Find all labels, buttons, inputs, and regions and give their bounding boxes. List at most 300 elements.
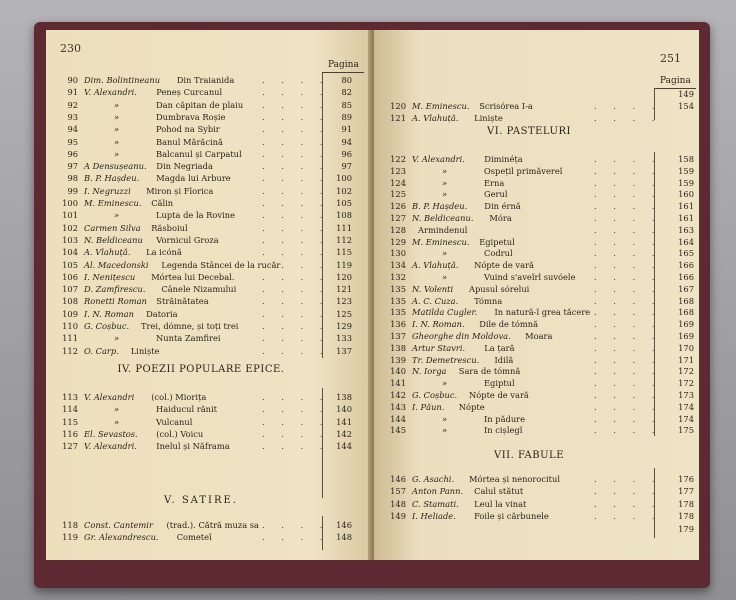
- entry-page: 80: [341, 75, 352, 85]
- list-item: [52, 247, 364, 258]
- entry-page: 141: [336, 416, 352, 427]
- list-item: [380, 378, 692, 389]
- entry-number: 149: [390, 510, 406, 521]
- leader-dots: . . . .: [262, 321, 330, 331]
- entry-number: 148: [390, 498, 406, 509]
- leader-dots: . . . .: [594, 177, 662, 188]
- entry-title: Gerul: [484, 189, 508, 200]
- leader-dots: . . . .: [262, 173, 330, 184]
- entry-author: A. C. Cuza.: [412, 295, 459, 306]
- entry-number: 123: [390, 165, 406, 176]
- entry-title: Dan căpitan de plaiu: [156, 99, 244, 110]
- entry-author: »: [114, 111, 120, 122]
- entry-title: Vulcanul: [156, 416, 193, 427]
- entry-author: N. Volenti: [412, 283, 454, 294]
- entry-author: »: [442, 177, 448, 188]
- leader-dots: . . . .: [262, 87, 330, 98]
- entry-title: Călin: [151, 198, 174, 208]
- entry-title: Egipetul: [479, 236, 515, 247]
- list-item: [52, 321, 364, 332]
- leader-dots: . . . .: [594, 390, 662, 400]
- entry-page: 178: [678, 510, 694, 521]
- entry-page: 105: [336, 198, 352, 208]
- leader-dots: . . . .: [262, 308, 330, 319]
- list-item: [380, 486, 692, 497]
- entry-title: Lupta de la Rovine: [156, 210, 236, 221]
- entry-author: V. Alexandri.: [412, 154, 465, 164]
- list-item: [380, 474, 692, 485]
- list-item: [52, 100, 364, 111]
- section-title: IV. POEZII POPULARE EPICE.: [117, 364, 285, 375]
- leader-dots: . . . .: [262, 198, 330, 208]
- page-value: 149: [678, 89, 694, 99]
- entry-page: 91: [341, 124, 352, 135]
- leader-dots: . . . .: [594, 498, 662, 509]
- leader-dots: . . . .: [594, 213, 662, 223]
- entry-title: Mórtea lui Decebal.: [151, 271, 235, 282]
- leader-dots: . . . .: [594, 113, 662, 124]
- list-item: [52, 404, 364, 415]
- entry-page: 178: [678, 498, 694, 509]
- entry-page: 154: [678, 101, 694, 111]
- entry-author: »: [114, 416, 120, 427]
- leader-dots: . . . .: [594, 295, 662, 306]
- list-item: [52, 441, 364, 452]
- leader-dots: . . . .: [262, 416, 330, 427]
- entry-page: 121: [336, 284, 352, 295]
- entry-number: 90: [67, 75, 78, 85]
- entry-page: 82: [341, 87, 352, 98]
- list-item: [380, 355, 692, 366]
- leader-dots: . . . .: [594, 236, 662, 247]
- entry-number: 121: [390, 113, 406, 124]
- entry-page: 148: [336, 532, 352, 543]
- entry-number: 146: [390, 474, 406, 484]
- leader-dots: . . . .: [262, 222, 330, 233]
- list-item: [380, 178, 692, 189]
- entry-number: 135: [390, 283, 406, 294]
- entry-page: 173: [678, 390, 694, 400]
- leader-dots: . . . .: [594, 342, 662, 353]
- entry-title: Scrisórea I-a: [479, 101, 533, 111]
- entry-page: 140: [336, 404, 352, 415]
- entry-number: 140: [390, 366, 406, 377]
- entry-number: 135: [390, 295, 406, 306]
- entry-title: Codrul: [484, 248, 513, 259]
- entry-page: 172: [678, 366, 694, 377]
- entry-author: M. Eminescu.: [412, 236, 470, 247]
- leader-dots: . . . .: [594, 510, 662, 521]
- list-item: [380, 284, 692, 295]
- entry-author: O. Carp.: [84, 345, 119, 356]
- entry-number: 100: [62, 198, 78, 208]
- entry-author: El. Sevastos.: [84, 428, 138, 439]
- list-item: [52, 417, 364, 428]
- list-item: [380, 213, 692, 224]
- column-header: Pagina: [328, 60, 359, 70]
- entry-number: 145: [390, 425, 406, 436]
- list-item: [380, 402, 692, 413]
- entry-author: G. Asachi.: [412, 474, 455, 484]
- leader-dots: . . . .: [262, 271, 330, 282]
- entry-number: 110: [62, 321, 78, 331]
- list-item: [380, 390, 692, 401]
- list-item: [52, 309, 364, 320]
- entry-page: 123: [336, 296, 352, 307]
- entry-author: B. P. Hașdeu.: [84, 173, 140, 184]
- section-title: V. SATIRE.: [164, 495, 238, 506]
- entry-number: 112: [62, 345, 78, 356]
- entry-title: Nunta Zamfirei: [156, 333, 221, 344]
- leader-dots: . . . .: [262, 345, 330, 356]
- entry-page: 158: [678, 154, 694, 164]
- entry-title: Nópte: [458, 401, 485, 412]
- entry-page: 115: [336, 247, 352, 258]
- entry-page: 167: [678, 283, 694, 294]
- list-item: [52, 161, 364, 172]
- entry-number: 96: [67, 148, 78, 159]
- list-item: [380, 189, 692, 200]
- entry-title: Calul stătut: [474, 486, 524, 497]
- entry-title: Egiptul: [484, 378, 515, 389]
- entry-author: A. Vlahuță.: [412, 260, 459, 271]
- leader-dots: . . . .: [594, 366, 662, 377]
- entry-number: 91: [67, 87, 78, 98]
- list-item: [52, 284, 364, 295]
- entry-title: Vornicul Groza: [156, 234, 219, 245]
- list-item: [52, 186, 364, 197]
- entry-author: Const. Cantemir: [84, 520, 153, 530]
- list-item: [52, 173, 364, 184]
- entry-author: Dim. Bolintineanu: [84, 75, 161, 85]
- entry-title: Banul Mărăcină: [156, 136, 223, 147]
- section-title: VII. FABULE: [494, 450, 564, 461]
- entry-page: 159: [678, 177, 694, 188]
- entry-title: Foile și cărbunele: [474, 510, 549, 521]
- leader-dots: . . . .: [262, 124, 330, 135]
- entry-title: Dile de tómnă: [479, 319, 539, 330]
- entry-author: I. Negruzzi: [84, 185, 131, 196]
- list-item: [52, 346, 364, 357]
- entry-title: Străinătatea: [156, 296, 209, 307]
- entry-number: 119: [62, 532, 78, 543]
- entry-author: B. P. Hașdeu.: [412, 201, 468, 212]
- entry-title: Erna: [484, 177, 505, 188]
- entry-author: »: [442, 413, 448, 424]
- entry-author: V. Alexandri.: [84, 87, 137, 98]
- list-item: [52, 223, 364, 234]
- entry-author: I. N. Roman.: [412, 319, 465, 330]
- entry-page: 137: [336, 345, 352, 356]
- entry-number: 93: [67, 111, 78, 122]
- list-item: [52, 75, 364, 86]
- list-item: [380, 366, 692, 377]
- entry-page: 171: [678, 354, 694, 365]
- leader-dots: . . . .: [594, 378, 662, 389]
- entry-author: G. Coșbuc.: [412, 390, 458, 400]
- entry-author: »: [442, 189, 448, 200]
- entry-page: 97: [341, 161, 352, 172]
- entry-title: Tómna: [474, 295, 503, 306]
- leader-dots: . . . .: [262, 210, 330, 221]
- leader-dots: . . . .: [262, 148, 330, 159]
- entry-number: 157: [390, 486, 406, 497]
- entry-title: Miron și Florica: [146, 185, 214, 196]
- list-item: [52, 210, 364, 221]
- list-item: [380, 499, 692, 510]
- leader-dots: . . . .: [262, 75, 330, 85]
- entry-author: »: [114, 210, 120, 221]
- entry-number: 114: [62, 404, 78, 415]
- entry-author: A Densușeanu.: [84, 161, 147, 172]
- list-item: [380, 272, 692, 283]
- entry-title: Idilă: [494, 354, 514, 365]
- entry-author: »: [442, 378, 448, 389]
- header-rule: [322, 72, 364, 73]
- entry-author: Anton Pann.: [412, 486, 464, 497]
- leader-dots: . . . .: [594, 154, 662, 164]
- entry-author: Gheorghe din Moldova.: [412, 331, 511, 341]
- page-value: 179: [678, 524, 694, 534]
- entry-title: Apusul sórelui: [469, 283, 530, 294]
- entry-title: Mórtea și nenorocitul: [469, 474, 561, 484]
- list-item: [52, 392, 364, 403]
- entry-page: 125: [336, 308, 352, 319]
- entry-page: 170: [678, 342, 694, 353]
- entry-number: 109: [62, 308, 78, 319]
- leader-dots: . . . .: [594, 319, 662, 330]
- entry-number: 107: [62, 284, 78, 295]
- entry-title: Datoria: [146, 308, 178, 319]
- entry-number: 94: [67, 124, 78, 135]
- entry-title: Trei, dómne, și toți trei: [141, 321, 239, 331]
- list-item: [52, 260, 364, 271]
- section-title: VI. PASTELURI: [487, 126, 571, 137]
- leader-dots: . . . .: [594, 401, 662, 412]
- entry-title: Vuind s'aveĭrl suvóele: [484, 272, 576, 282]
- leader-dots: . . . .: [594, 474, 662, 484]
- entry-number: 118: [62, 520, 78, 530]
- entry-page: 96: [341, 148, 352, 159]
- entry-title: La țară: [484, 342, 515, 353]
- entry-number: 126: [390, 201, 406, 212]
- list-item: [380, 414, 692, 425]
- leader-dots: . . . .: [594, 272, 662, 282]
- entry-title: Ospețil primăvereĭ: [484, 165, 563, 176]
- entry-author: »: [114, 404, 120, 415]
- entry-number: 95: [67, 136, 78, 147]
- leader-dots: . . . .: [262, 392, 330, 402]
- list-item: [380, 511, 692, 522]
- leader-dots: . . . .: [594, 425, 662, 436]
- entry-page: 176: [678, 474, 694, 484]
- list-item: [380, 248, 692, 259]
- entry-author: »: [442, 425, 448, 436]
- entry-title: Diminéța: [484, 154, 523, 164]
- entry-title: Peneș Curcanul: [156, 87, 223, 98]
- entry-title: Nópte de vară: [469, 390, 529, 400]
- entry-number: 136: [390, 319, 406, 330]
- entry-title: La icónă: [146, 247, 182, 258]
- entry-number: 101: [62, 210, 78, 221]
- list-item: [52, 296, 364, 307]
- leader-dots: . . . .: [594, 486, 662, 497]
- entry-author: I. Păun.: [412, 401, 445, 412]
- entry-number: 105: [62, 259, 78, 270]
- list-item: [52, 87, 364, 98]
- entry-number: 142: [390, 390, 406, 400]
- entry-title: Dumbrava Roșie: [156, 111, 226, 122]
- list-item: [52, 429, 364, 440]
- entry-author: Carmen Silva: [84, 222, 141, 233]
- entry-number: 129: [390, 236, 406, 247]
- entry-page: 164: [678, 236, 694, 247]
- entry-page: 102: [336, 185, 352, 196]
- entry-title: Moara: [525, 331, 553, 341]
- entry-title: Cânele Nizamului: [161, 284, 237, 295]
- leader-dots: . . . .: [262, 259, 330, 270]
- entry-page: 119: [336, 259, 352, 270]
- entry-author: Al. Macedonski: [84, 259, 149, 270]
- entry-page: 142: [336, 428, 352, 439]
- entry-author: Artur Stavri.: [412, 342, 466, 353]
- list-item: [380, 343, 692, 354]
- list-item: [380, 225, 692, 236]
- entry-author: A. Vlahuță.: [412, 113, 459, 124]
- page-number: 230: [60, 42, 81, 55]
- entry-number: 144: [390, 413, 406, 424]
- entry-author: C. Stamati.: [412, 498, 459, 509]
- leader-dots: . . . .: [262, 428, 330, 439]
- entry-title: Răsboiul: [151, 222, 188, 233]
- entry-page: 94: [341, 136, 352, 147]
- entry-number: 111: [62, 333, 78, 344]
- entry-number: 102: [62, 222, 78, 233]
- list-item: [380, 101, 692, 112]
- list-item: [52, 149, 364, 160]
- entry-author: »: [442, 165, 448, 176]
- entry-title: Pohod na Sybir: [156, 124, 220, 135]
- entry-number: 134: [390, 260, 406, 271]
- list-item: [52, 124, 364, 135]
- list-item: [52, 112, 364, 123]
- entry-number: 108: [62, 296, 78, 307]
- entry-title: Liniște: [474, 113, 503, 124]
- entry-number: 137: [390, 331, 406, 341]
- leader-dots: . . . .: [594, 260, 662, 271]
- entry-number: 143: [390, 401, 406, 412]
- list-item: [380, 260, 692, 271]
- entry-page: 168: [678, 307, 694, 318]
- entry-page: 169: [678, 331, 694, 341]
- entry-page: 133: [336, 333, 352, 344]
- leader-dots: . . . .: [594, 354, 662, 365]
- leader-dots: . . . .: [262, 441, 330, 452]
- entry-number: 125: [390, 189, 406, 200]
- list-item: [52, 137, 364, 148]
- list-item: [52, 333, 364, 344]
- entry-author: »: [114, 99, 120, 110]
- entry-page: 160: [678, 189, 694, 200]
- leader-dots: . . . .: [594, 224, 662, 235]
- list-item: [380, 166, 692, 177]
- entry-author: N. Iorga: [412, 366, 447, 377]
- entry-title: Nópte de vară: [474, 260, 534, 271]
- entry-page: 174: [678, 413, 694, 424]
- leader-dots: . . . .: [262, 404, 330, 415]
- entry-title: Liniște: [130, 345, 160, 356]
- entry-title: Inelul și Năframa: [156, 441, 230, 452]
- left-page: [46, 30, 372, 560]
- column-header: Pagina: [660, 76, 691, 86]
- entry-page: 175: [678, 425, 694, 436]
- entry-number: 128: [390, 224, 406, 235]
- entry-page: 165: [678, 248, 694, 259]
- entry-page: 146: [336, 520, 352, 530]
- leader-dots: . . . .: [262, 161, 330, 172]
- entry-author: A. Vlahuță.: [84, 247, 131, 258]
- entry-title: Sara de tómnă: [458, 366, 521, 377]
- entry-page: 168: [678, 295, 694, 306]
- entry-number: 141: [390, 378, 406, 389]
- leader-dots: . . . .: [594, 413, 662, 424]
- entry-author: I. Heliade.: [412, 510, 456, 521]
- entry-page: 138: [336, 392, 352, 402]
- entry-title: (trad.). Cătră muza sa: [166, 520, 259, 530]
- list-item: [380, 319, 692, 330]
- page-number: 251: [660, 52, 681, 65]
- list-item: [380, 331, 692, 342]
- entry-number: 127: [390, 213, 406, 223]
- leader-dots: . . . .: [262, 234, 330, 245]
- entry-number: 127: [62, 441, 78, 452]
- entry-page: 120: [336, 271, 352, 282]
- list-item: [380, 296, 692, 307]
- entry-title: Cometeĭ: [176, 532, 212, 543]
- entry-number: 92: [67, 99, 78, 110]
- leader-dots: . . . .: [262, 99, 330, 110]
- entry-title: Haiducul rănit: [156, 404, 218, 415]
- entry-number: 98: [67, 173, 78, 184]
- entry-number: 130: [390, 248, 406, 259]
- entry-page: 166: [678, 272, 694, 282]
- entry-page: 161: [678, 201, 694, 212]
- entry-author: N. Beldiceanu.: [412, 213, 474, 223]
- entry-title: In pădure: [484, 413, 526, 424]
- entry-author: Matilda Cugler.: [412, 307, 478, 318]
- list-item: [380, 113, 692, 124]
- entry-page: 129: [336, 321, 352, 331]
- entry-number: 139: [390, 354, 406, 365]
- list-item: [52, 272, 364, 283]
- entry-page: 172: [678, 378, 694, 389]
- leader-dots: . . . .: [262, 136, 330, 147]
- entry-number: 99: [67, 185, 78, 196]
- leader-dots: . . . .: [594, 307, 662, 318]
- entry-title: Din érnă: [484, 201, 521, 212]
- entry-author: »: [114, 148, 120, 159]
- leader-dots: . . . .: [262, 111, 330, 122]
- list-item: [380, 201, 692, 212]
- entry-page: 159: [678, 165, 694, 176]
- entry-author: Tr. Demetrescu.: [412, 354, 480, 365]
- entry-page: 85: [341, 99, 352, 110]
- leader-dots: . . . .: [262, 296, 330, 307]
- entry-number: 103: [62, 234, 78, 245]
- entry-page: 144: [336, 441, 352, 452]
- entry-page: 161: [678, 213, 694, 223]
- list-item: [52, 235, 364, 246]
